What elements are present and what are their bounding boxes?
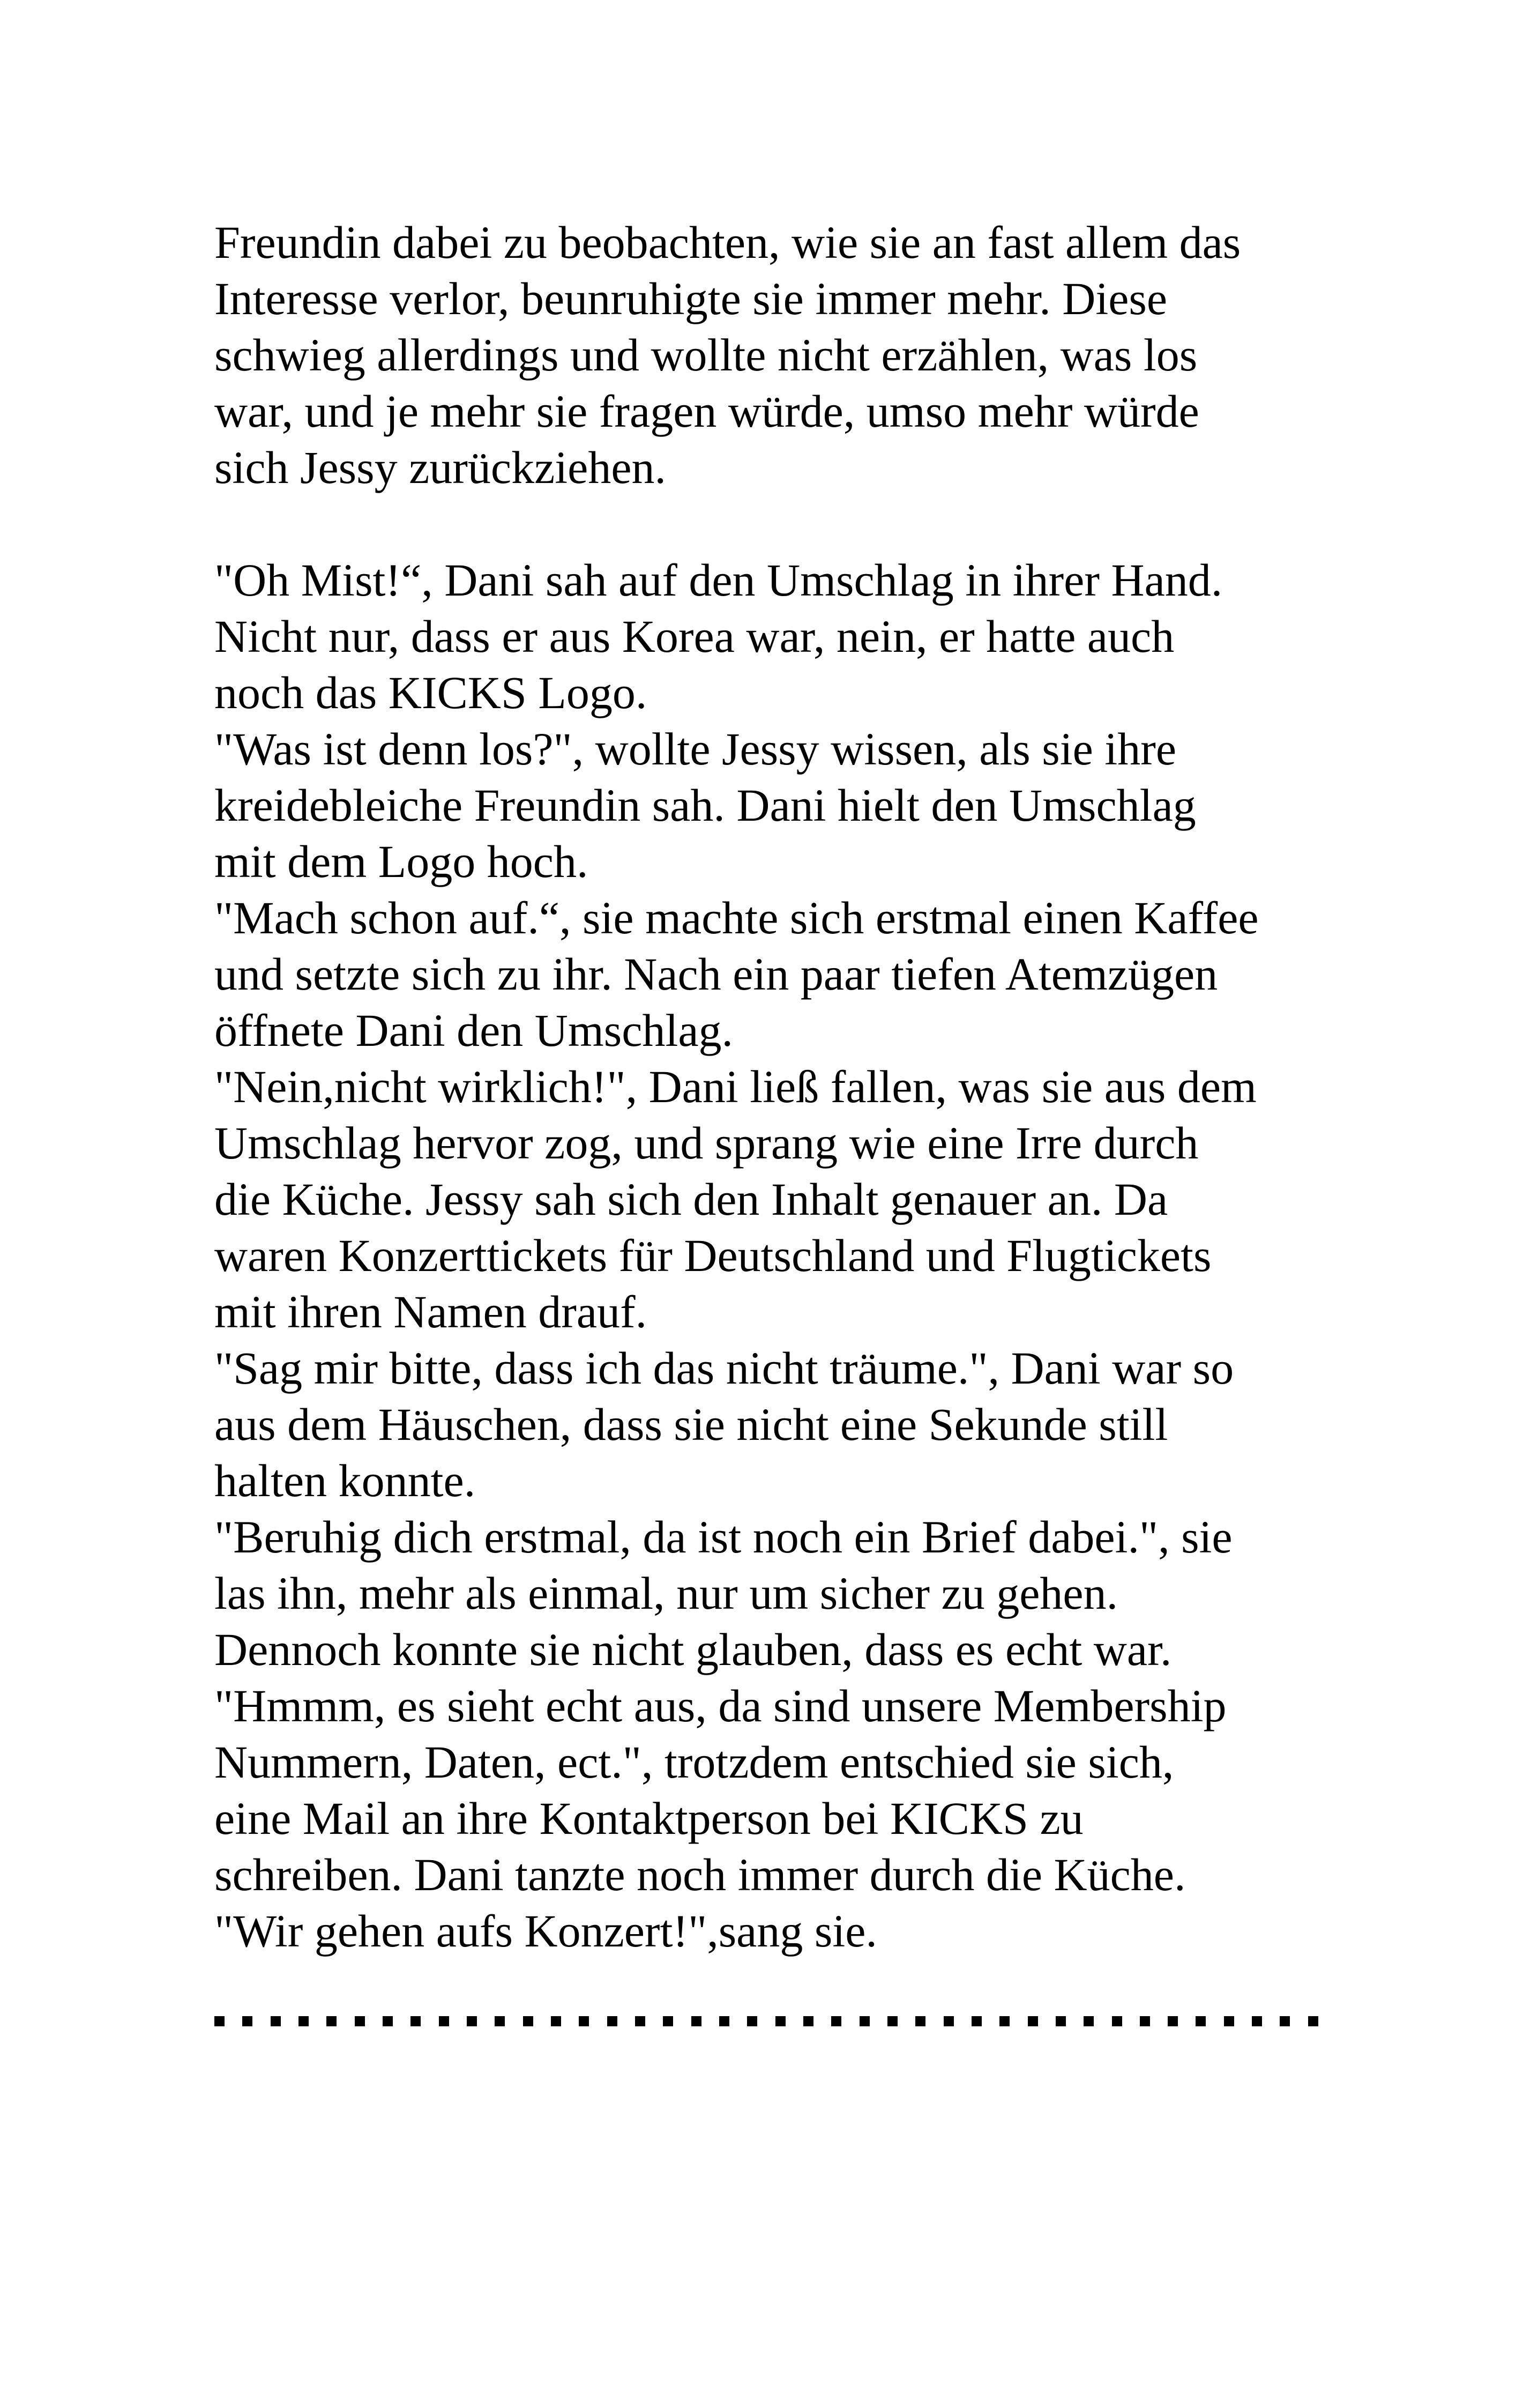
separator-dot — [1196, 2016, 1206, 2026]
separator-dot — [691, 2016, 701, 2026]
separator-dot — [1280, 2016, 1290, 2026]
text-line: Dennoch konnte sie nicht glauben, dass es echt war. — [214, 1624, 1172, 1675]
text-line: Freundin dabei zu beobachten, wie sie an fast allem das — [214, 217, 1241, 268]
separator-dot — [915, 2016, 925, 2026]
text-line: "Nein,nicht wirklich!", Dani ließ fallen, was sie aus dem — [214, 1061, 1257, 1112]
text-line: kreidebleiche Freundin sah. Dani hielt den Umschlag — [214, 779, 1196, 831]
text-line: "Oh Mist!“, Dani sah auf den Umschlag in ihrer Hand. — [214, 554, 1223, 606]
separator-dot — [298, 2016, 309, 2026]
separator-dot — [523, 2016, 533, 2026]
text-line: Nicht nur, dass er aus Korea war, nein, er hatte auch — [214, 611, 1175, 662]
text-line: öffnete Dani den Umschlag. — [214, 1005, 734, 1056]
separator-dot — [467, 2016, 477, 2026]
separator-dot — [1252, 2016, 1262, 2026]
separator-dot — [944, 2016, 954, 2026]
separator-dot — [1224, 2016, 1234, 2026]
separator-dot — [972, 2016, 982, 2026]
separator-dot — [719, 2016, 729, 2026]
text-line: mit dem Logo hoch. — [214, 836, 588, 887]
separator-dot — [214, 2016, 225, 2026]
paragraph — [214, 214, 1340, 496]
text-line: "Hmmm, es sieht echt aus, da sind unsere Membership — [214, 1680, 1227, 1731]
separator-dot — [326, 2016, 337, 2026]
text-line: Interesse verlor, beunruhigte sie immer mehr. Diese — [214, 273, 1168, 324]
separator-dot — [887, 2016, 898, 2026]
text-line: schreiben. Dani tanzte noch immer durch die Küche. — [214, 1849, 1186, 1900]
text-line: war, und je mehr sie fragen würde, umso mehr würde — [214, 385, 1199, 437]
text-line: "Sag mir bitte, dass ich das nicht träume.", Dani war so — [214, 1342, 1234, 1394]
text-line: "Wir gehen aufs Konzert!",sang sie. — [214, 1905, 877, 1957]
text-line: "Mach schon auf.“, sie machte sich erstmal einen Kaffee — [214, 892, 1259, 943]
separator-dot — [579, 2016, 589, 2026]
separator-dot — [775, 2016, 786, 2026]
text-line: die Küche. Jessy sah sich den Inhalt genauer an. Da — [214, 1173, 1168, 1225]
separator-dot — [1308, 2016, 1318, 2026]
text-line: halten konnte. — [214, 1455, 476, 1506]
separator-dot — [607, 2016, 617, 2026]
text-line: Umschlag hervor zog, und sprang wie eine Irre durch — [214, 1117, 1199, 1169]
section-separator — [214, 2013, 1318, 2029]
separator-dot — [271, 2016, 281, 2026]
separator-dot — [1168, 2016, 1178, 2026]
text-line: las ihn, mehr als einmal, nur um sicher zu gehen. — [214, 1567, 1118, 1619]
paragraph — [214, 552, 1340, 1959]
separator-dot — [1028, 2016, 1038, 2026]
separator-dot — [1112, 2016, 1122, 2026]
text-line: "Was ist denn los?", wollte Jessy wissen, als sie ihre — [214, 723, 1176, 775]
separator-dot — [747, 2016, 757, 2026]
separator-dot — [663, 2016, 673, 2026]
text-line: waren Konzerttickets für Deutschland und Flugtickets — [214, 1230, 1212, 1281]
separator-dot — [635, 2016, 645, 2026]
separator-dot — [383, 2016, 393, 2026]
separator-dot — [803, 2016, 813, 2026]
paragraph-gap — [214, 496, 1340, 552]
text-line: sich Jessy zurückziehen. — [214, 442, 666, 493]
separator-dot — [860, 2016, 870, 2026]
separator-dot — [495, 2016, 505, 2026]
separator-dot — [1084, 2016, 1094, 2026]
text-line: mit ihren Namen drauf. — [214, 1286, 647, 1337]
separator-dot — [355, 2016, 365, 2026]
text-line: Nummern, Daten, ect.", trotzdem entschied sie sich, — [214, 1736, 1174, 1788]
separator-dot — [999, 2016, 1010, 2026]
separator-dot — [1056, 2016, 1066, 2026]
separator-dot — [1140, 2016, 1150, 2026]
separator-dot — [242, 2016, 252, 2026]
separator-dot — [410, 2016, 421, 2026]
text-line: noch das KICKS Logo. — [214, 667, 647, 718]
separator-dot — [439, 2016, 449, 2026]
text-line: und setzte sich zu ihr. Nach ein paar tiefen Atemzügen — [214, 948, 1218, 1000]
text-line: schwieg allerdings und wollte nicht erzählen, was los — [214, 329, 1198, 381]
text-line: "Beruhig dich erstmal, da ist noch ein Brief dabei.", sie — [214, 1511, 1233, 1563]
text-line: aus dem Häuschen, dass sie nicht eine Sekunde still — [214, 1399, 1168, 1450]
separator-dot — [831, 2016, 841, 2026]
separator-dot — [551, 2016, 561, 2026]
text-line: eine Mail an ihre Kontaktperson bei KICKS zu — [214, 1793, 1084, 1844]
body-text — [214, 214, 1340, 1959]
